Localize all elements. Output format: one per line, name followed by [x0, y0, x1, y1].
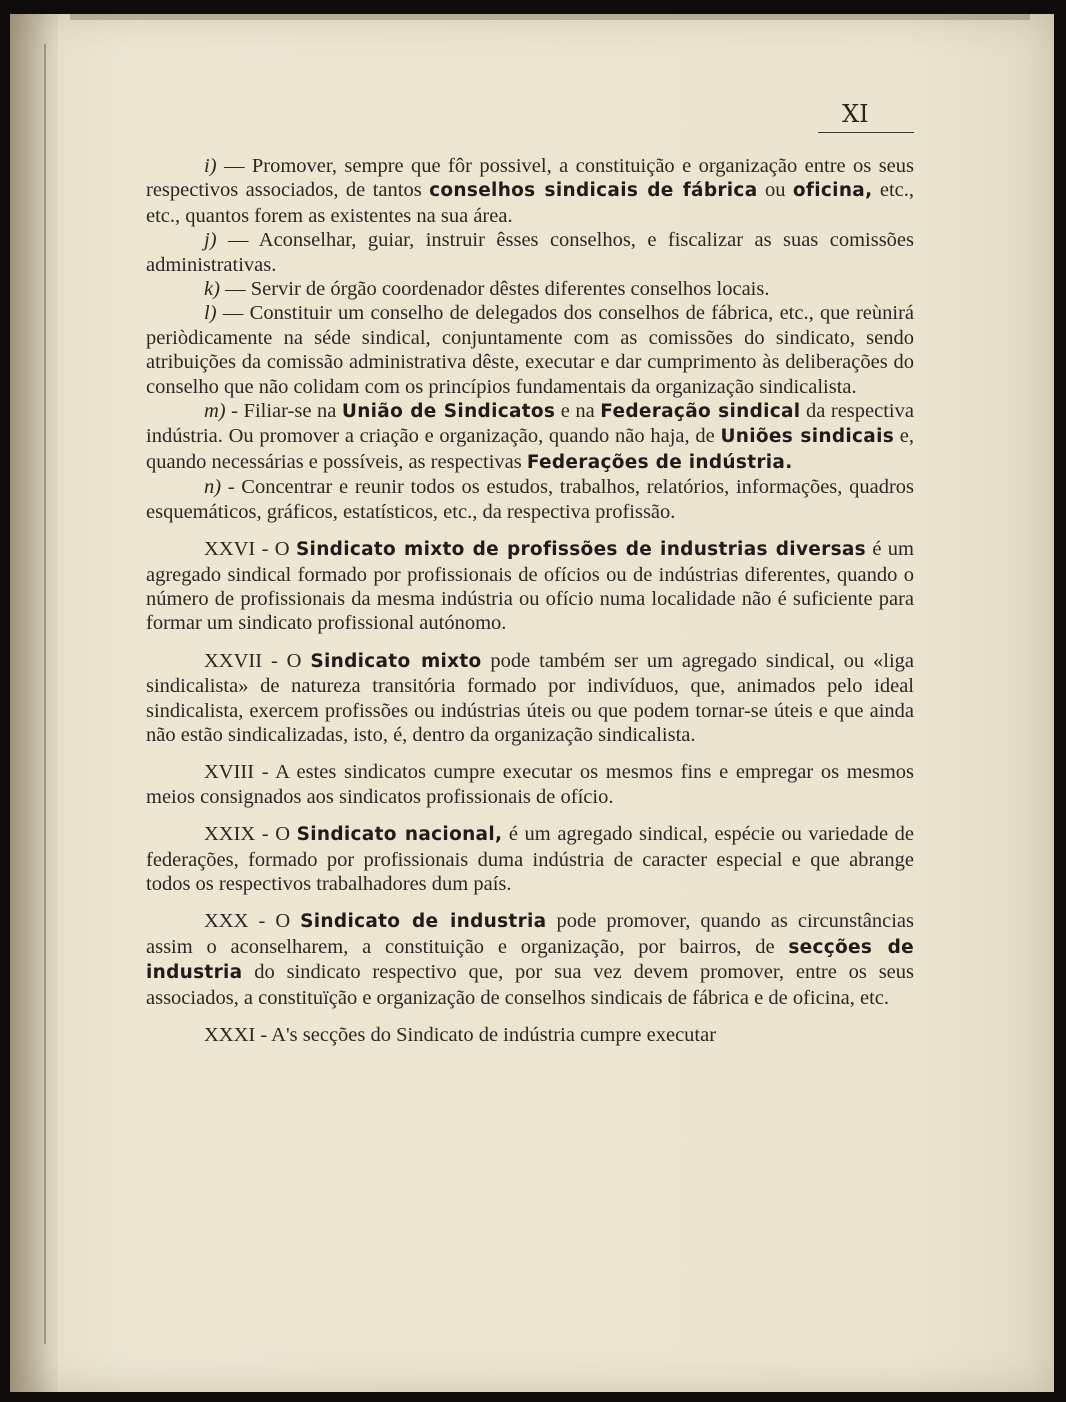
item-letter: m) [204, 400, 226, 423]
bold-term: oficina, [792, 180, 873, 202]
book-page [10, 14, 1054, 1392]
bold-term: secções de industria [146, 936, 914, 984]
item-letter: k) [204, 278, 220, 301]
bold-term: Federação sindical [600, 401, 801, 423]
text-run: pode também ser um agregado sindical, ou «liga sindicalista» de natureza transitória formado por indivíduos, que, animados pelo ideal sindicalista, exercem profissões ou indústrias úteis ou que podem tornar-se úteis e que ainda não estão sindicalizadas, isto, é, dentro da organização sindicalista. [146, 649, 915, 746]
bold-term: Sindicato mixto de profissões de industrias diversas [295, 539, 866, 561]
item-letter: j) [204, 229, 217, 252]
text-run: é um agregado sindical formado por profissionais de ofícios ou de indústrias diferentes, quando o número de profissionais da mesma indústria ou ofício numa localidade não é suficiente para formar um sindicato profissional autónomo. [146, 538, 915, 635]
paragraph-xxx [146, 909, 914, 1010]
text-run: XXIX - O [204, 823, 297, 846]
text-run: do sindicato respectivo que, por sua vez devem promover, entre os seus associados, a constituïção e organização de conselhos sindicais de fábrica e de oficina, etc. [146, 961, 914, 1009]
text-run: etc., etc., quantos forem as existentes na sua área. [146, 179, 915, 227]
top-edge-shadow [70, 14, 1030, 20]
text-run: — Constituir um conselho de delegados dos conselhos de fábrica, etc., que reùnirá periòdicamente na séde sindical, conjuntamente com as comissões do sindicato, sendo atribuições da comissão administrativa dêste, executar e dar cumprimento às deliberações do conselho que não colidam com os princípios fundamentais da organização sindicalista. [146, 302, 914, 398]
text-run: XVIII - A estes sindicatos cumpre executar os mesmos fins e empregar os mesmos meios consignados aos sindicatos profissionais de ofício. [146, 761, 914, 808]
paragraph-xviii [146, 760, 914, 809]
text-run: XXVI - O [204, 538, 296, 561]
paragraph-j [146, 228, 914, 277]
bold-term: Sindicato nacional, [296, 824, 503, 846]
text-run: da respectiva indústria. Ou promover a criação e organização, quando não haja, de [146, 400, 914, 448]
paragraph-xxxi [146, 1023, 914, 1047]
page-gutter-shadow [10, 14, 58, 1392]
gutter-line [44, 44, 46, 1344]
text-run: — Aconselhar, guiar, instruir êsses conselhos, e fiscalizar as suas comissões administrativas. [146, 229, 914, 276]
paragraph-xxvi [146, 537, 914, 636]
text-run: é um agregado sindical, espécie ou variedade de federações, formado por profissionais duma indústria de caracter especial e que abrange todos os respectivos trabalhadores dum país. [146, 823, 915, 895]
text-run: e, quando necessárias e possíveis, as respectivas [146, 425, 914, 473]
paragraph-xxvii [146, 649, 914, 748]
bold-term: União de Sindicatos [341, 401, 556, 423]
item-letter: i) [204, 155, 217, 177]
body-text [146, 154, 914, 1047]
text-run: - Filiar-se na [225, 400, 342, 423]
text-run: ou [757, 179, 793, 202]
page-number: XI [842, 100, 869, 128]
paragraph-xxix [146, 822, 914, 896]
item-letter: l) [204, 302, 217, 325]
paragraph-m [146, 399, 914, 475]
paragraph-i [146, 154, 914, 228]
text-run: pode promover, quando as circunstâncias assim o aconselharem, a constituição e organização, por bairros, de [146, 910, 914, 958]
text-run: — Servir de órgão coordenador dêstes diferentes conselhos locais. [219, 278, 770, 301]
bold-term: Sindicato mixto [310, 650, 482, 672]
page-number-rule [818, 132, 914, 133]
text-run: - Concentrar e reunir todos os estudos, trabalhos, relatórios, informações, quadros esquemáticos, gráficos, estatísticos, etc., da respectiva profissão. [146, 476, 914, 523]
paragraph-n [146, 475, 914, 524]
bold-term: conselhos sindicais de fábrica [429, 180, 758, 202]
bold-term: Sindicato de industria [300, 911, 547, 933]
text-run: XXXI - A's secções do Sindicato de indústria cumpre executar [204, 1024, 717, 1046]
text-run: XXX - O [204, 910, 301, 933]
bold-term: Uniões sindicais [720, 426, 895, 448]
text-run: XXVII - O [204, 649, 311, 672]
item-letter: n) [204, 476, 222, 499]
paragraph-l [146, 301, 914, 399]
text-run: e na [555, 400, 601, 423]
bold-term: Federações de indústria. [526, 451, 793, 473]
text-run: — Promover, sempre que fôr possivel, a constituição e organização entre os seus respectivos associados, de tantos [146, 155, 914, 202]
paragraph-k [146, 277, 914, 301]
